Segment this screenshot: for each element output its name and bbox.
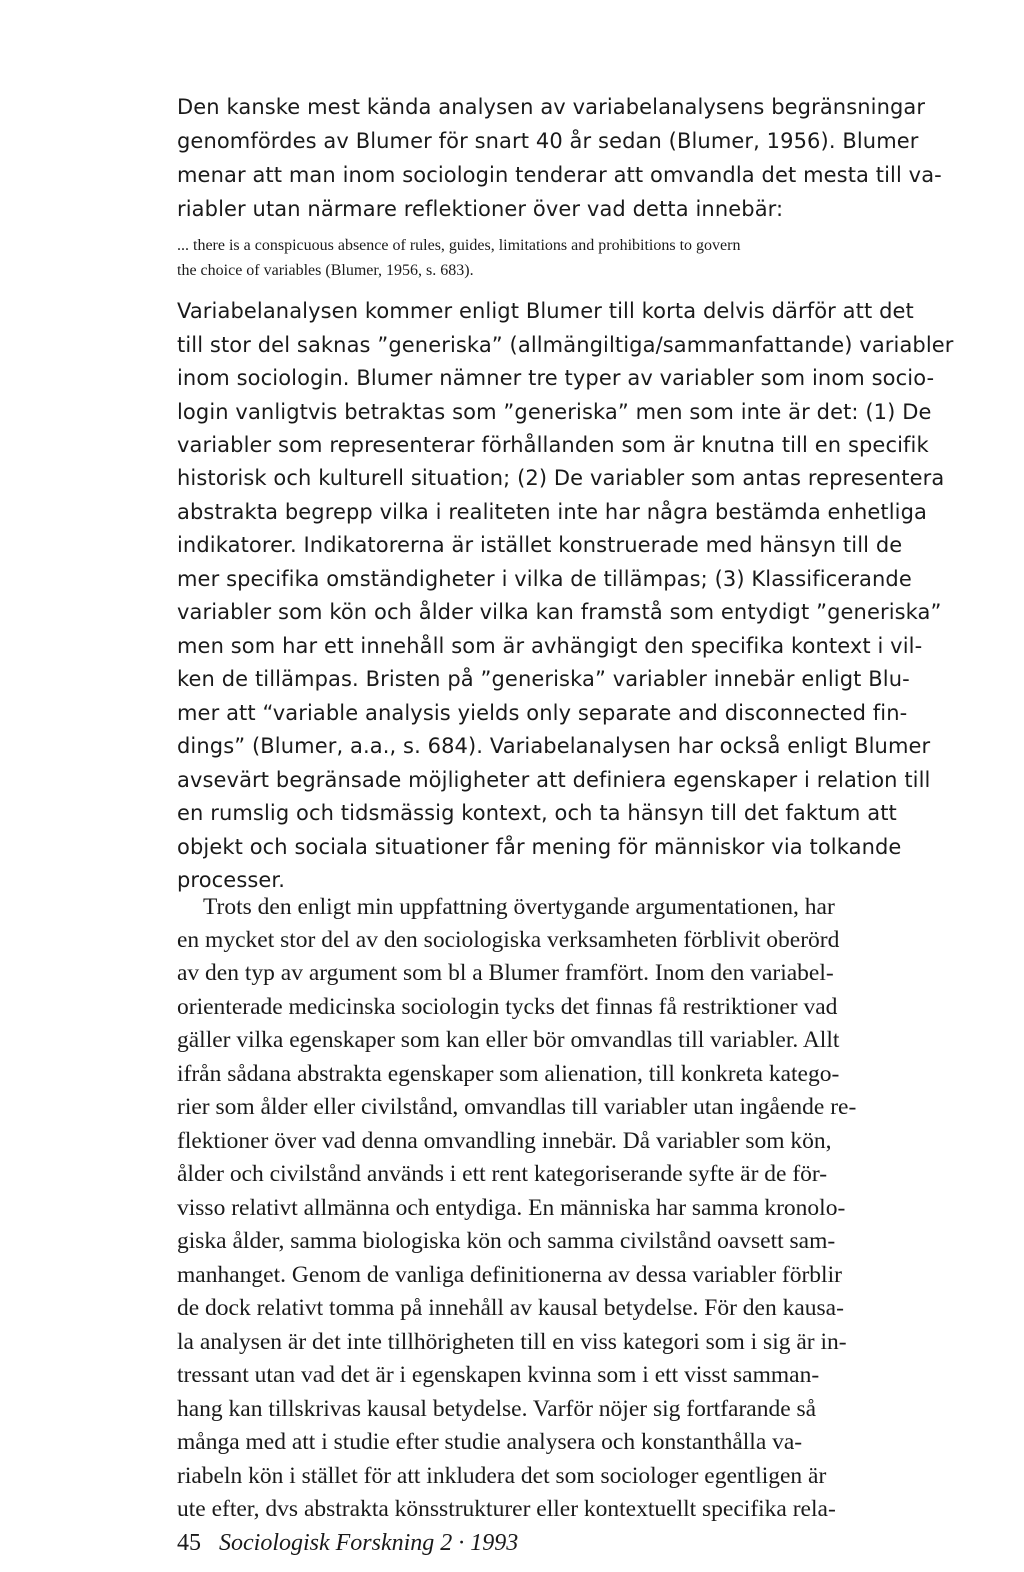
text-line: orienterade medicinska sociologin tycks det finnas få restriktioner vad (177, 994, 838, 1020)
text-line: menar att man inom sociologin tenderar att omvandla det mesta till va- (177, 163, 942, 187)
text-line: Den kanske mest kända analysen av variabelanalysens begränsningar (177, 95, 926, 119)
text-line: rier som ålder eller civilstånd, omvandlas till variabler utan ingående re- (177, 1094, 857, 1120)
page-footer (177, 1530, 518, 1557)
text-line: ute efter, dvs abstrakta könsstrukturer eller kontextuellt specifika rela- (177, 1496, 836, 1522)
text-line: de dock relativt tomma på innehåll av kausal betydelse. För den kausa- (177, 1295, 844, 1321)
text-line: avsevärt begränsade möjligheter att definiera egenskaper i relation till (177, 768, 931, 792)
text-line: riabler utan närmare reflektioner över vad detta innebär: (177, 197, 784, 221)
text-line: manhanget. Genom de vanliga definitionerna av dessa variabler förblir (177, 1262, 842, 1288)
text-line: ifrån sådana abstrakta egenskaper som alienation, till konkreta katego- (177, 1061, 840, 1087)
text-line: objekt och sociala situationer får mening för människor via tolkande (177, 835, 902, 859)
text-line: flektioner över vad denna omvandling innebär. Då variabler som kön, (177, 1128, 832, 1154)
text-line: historisk och kulturell situation; (2) De variabler som antas representera (177, 466, 945, 490)
text-line: en mycket stor del av den sociologiska verksamheten förblivit oberörd (177, 927, 840, 953)
text-line: giska ålder, samma biologiska kön och samma civilstånd oavsett sam- (177, 1228, 836, 1254)
text-line: variabler som representerar förhållanden som är knutna till en specifik (177, 433, 929, 457)
text-line: visso relativt allmänna och entydiga. En människa har samma kronolo- (177, 1195, 846, 1221)
text-line: mer specifika omständigheter i vilka de tillämpas; (3) Klassificerande (177, 567, 912, 591)
text-line: Trots den enligt min uppfattning övertygande argumentationen, har (203, 894, 835, 920)
quote-line: the choice of variables (Blumer, 1956, s. 683). (177, 262, 474, 279)
text-line: riabeln kön i stället för att inkludera det som sociologer egentligen är (177, 1463, 827, 1489)
journal-citation: Sociologisk Forskning 2 · 1993 (219, 1530, 519, 1556)
page-number: 45 (177, 1530, 201, 1556)
text-line: dings” (Blumer, a.a., s. 684). Variabelanalysen har också enligt Blumer (177, 734, 931, 758)
quote-line: ... there is a conspicuous absence of rules, guides, limitations and prohibitions to govern (177, 237, 741, 254)
text-line: genomfördes av Blumer för snart 40 år sedan (Blumer, 1956). Blumer (177, 129, 919, 153)
text-line: hang kan tillskrivas kausal betydelse. Varför nöjer sig fortfarande så (177, 1396, 817, 1422)
text-line: men som har ett innehåll som är avhängigt den specifika kontext i vil- (177, 634, 923, 658)
text-line: abstrakta begrepp vilka i realiteten inte har några bestämda enhetliga (177, 500, 928, 524)
text-line: ken de tillämpas. Bristen på ”generiska” variabler innebär enligt Blu- (177, 667, 910, 691)
text-line: många med att i studie efter studie analysera och konstanthålla va- (177, 1429, 803, 1455)
text-line: gäller vilka egenskaper som kan eller bör omvandlas till variabler. Allt (177, 1027, 840, 1053)
text-line: tressant utan vad det är i egenskapen kvinna som i ett visst samman- (177, 1362, 820, 1388)
text-line: inom sociologin. Blumer nämner tre typer av variabler som inom socio- (177, 366, 935, 390)
text-line: mer att “variable analysis yields only separate and disconnected fin- (177, 701, 908, 725)
text-line: ålder och civilstånd används i ett rent kategoriserande syfte är de för- (177, 1161, 828, 1187)
text-line: variabler som kön och ålder vilka kan framstå som entydigt ”generiska” (177, 600, 942, 624)
text-line: la analysen är det inte tillhörigheten till en viss kategori som i sig är in- (177, 1329, 847, 1355)
text-line: Variabelanalysen kommer enligt Blumer till korta delvis därför att det (177, 299, 914, 323)
text-line: en rumslig och tidsmässig kontext, och ta hänsyn till det faktum att (177, 801, 897, 825)
text-line: av den typ av argument som bl a Blumer framfört. Inom den variabel- (177, 960, 834, 986)
text-line: login vanligtvis betraktas som ”generiska” men som inte är det: (1) De (177, 400, 932, 424)
text-line: till stor del saknas ”generiska” (allmängiltiga/sammanfattande) variabler (177, 333, 954, 357)
text-line: processer. (177, 868, 285, 892)
text-line: indikatorer. Indikatorerna är istället konstruerade med hänsyn till de (177, 533, 903, 557)
